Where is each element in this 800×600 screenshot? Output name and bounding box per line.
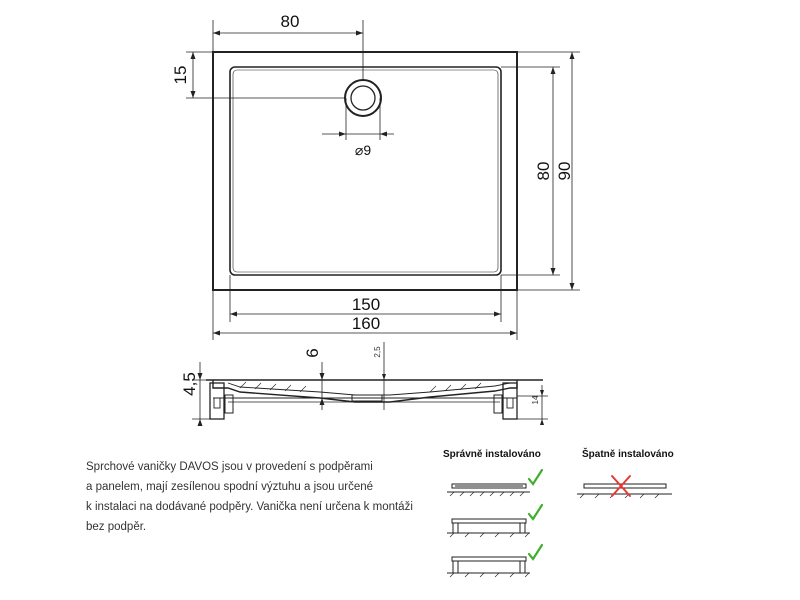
top-view [186, 20, 580, 340]
cross-icon [612, 476, 630, 496]
dim-slope: 2,5 [373, 346, 382, 358]
description-line-1: Sprchové vaničky DAVOS jsou v provedení s podpěrami [86, 461, 373, 473]
side-view [192, 342, 548, 426]
install-correct-1 [447, 484, 530, 496]
description-line-2: a panelem, mají zesílenou spodní výztuhu a jsou určené [86, 481, 374, 493]
drain-inner-ring [351, 86, 375, 110]
dim-leg-height: 14 [531, 395, 540, 405]
dim-drain-offset-x: 80 [280, 12, 300, 31]
install-correct-2 [447, 519, 530, 537]
dim-outer-width: 160 [351, 314, 381, 333]
install-correct-3 [447, 557, 530, 577]
dim-drain-diameter: ⌀9 [354, 142, 372, 158]
check-icon-3 [529, 545, 542, 559]
dim-height: 4,5 [180, 372, 199, 396]
description-line-4: bez podpěr. [86, 521, 147, 533]
dim-outer-depth: 90 [555, 161, 574, 181]
dim-drain-offset-y: 15 [171, 65, 190, 85]
dim-basin-depth: 6 [303, 348, 322, 358]
check-icon-2 [529, 505, 542, 519]
description-line-3: k instalaci na dodávané podpěry. Vanička není určena k montáži [86, 501, 413, 513]
side-tray-profile [213, 380, 517, 402]
wrong-install-label: Špatně instalováno [582, 449, 674, 460]
tray-outer-outline [213, 52, 517, 290]
correct-install-label: Správně instalováno [443, 449, 541, 460]
check-icon-1 [529, 470, 542, 484]
dim-inner-width: 150 [351, 295, 381, 314]
dim-inner-depth: 80 [534, 161, 553, 181]
product-description [86, 457, 426, 537]
